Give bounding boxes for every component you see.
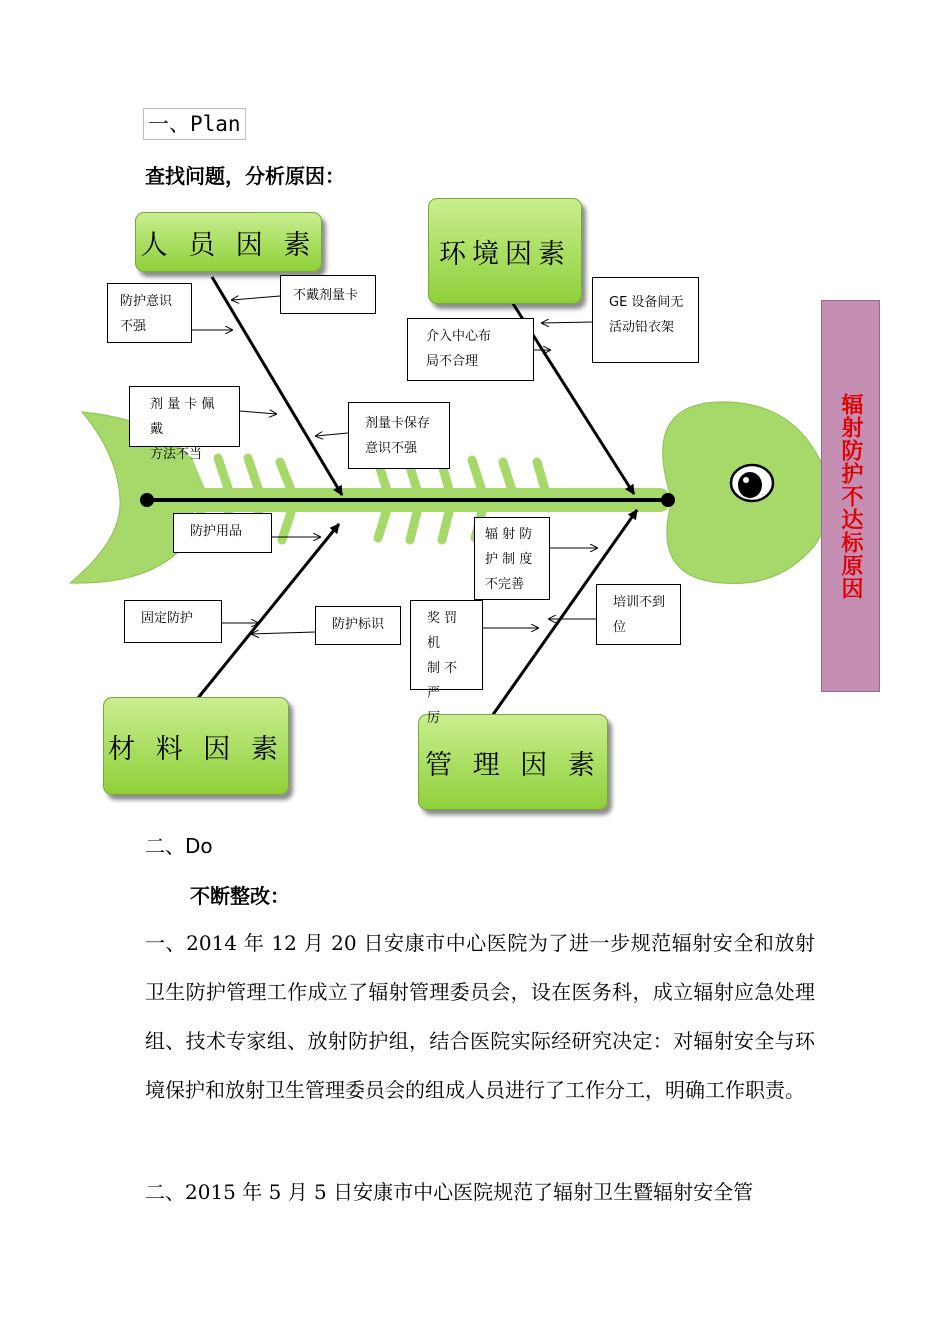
category-personnel: 人 员 因 素	[135, 212, 322, 272]
cause-training: 培训不到 位	[596, 584, 681, 645]
category-material: 材 料 因 素	[103, 697, 289, 795]
cause-no-dosimeter: 不戴剂量卡	[280, 275, 376, 314]
cause-fixed-protection: 固定防护	[124, 600, 222, 643]
section-subheading-rectify: 不断整改：	[190, 884, 290, 908]
paragraph-1: 一、2014 年 12 月 20 日安康市中心医院为了进一步规范辐射安全和放射卫生防护管理工作成立了辐射管理委员会，设在医务科，成立辐射应急处理组、技术专家组、放射防护组，结合医院实际经研究决定：对辐射安全与环境保护和放射卫生管理委员会的组成人员进行了工作分工，明确工作职责。	[145, 931, 815, 1102]
cause-storage: 剂量卡保存 意识不强	[348, 402, 450, 469]
section-subheading-analysis: 查找问题，分析原因：	[145, 164, 345, 188]
effect-label: 辐射防护不达标原因	[838, 392, 863, 600]
cause-protective-gear: 防护用品	[173, 513, 272, 553]
section-heading-plan: 一、Plan	[143, 108, 246, 140]
cause-reward: 奖 罚 机 制 不 严 厉	[410, 600, 483, 690]
cause-ge-room: GE 设备间无 活动铅衣架	[592, 277, 699, 363]
cause-system: 辐 射 防 护 制 度 不完善	[474, 517, 550, 600]
paragraph-2: 二、2015 年 5 月 5 日安康市中心医院规范了辐射卫生暨辐射安全管	[145, 1180, 754, 1204]
cause-awareness: 防护意识 不强	[107, 283, 192, 343]
section-heading-do: 二、Do	[145, 834, 213, 858]
cause-signage: 防护标识	[315, 606, 401, 645]
cause-wear-method: 剂 量 卡 佩 戴 方法不当	[129, 386, 240, 447]
cause-layout: 介入中心布 局不合理	[407, 318, 534, 381]
category-environment: 环境因素	[428, 198, 582, 304]
effect-box	[821, 300, 880, 692]
category-management: 管 理 因 素	[418, 714, 608, 810]
